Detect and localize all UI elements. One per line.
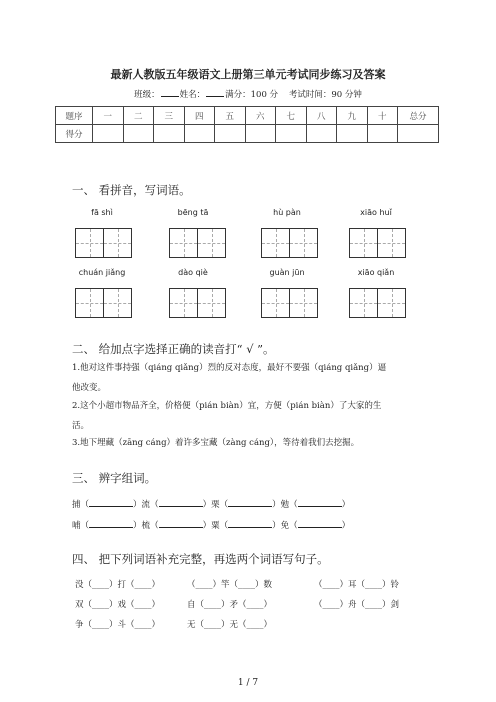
score-header-row: 题序 一 二 三 四 五 六 七 八 九 十 总分 [56,107,439,125]
writing-grid[interactable] [261,288,318,318]
pinyin-4: xiāo huǐ [360,208,392,217]
score-row: 得分 [56,125,439,143]
page-number: 1 / 7 [237,678,259,688]
section4-heading: 四、 把下列词语补充完整，再选两个词语写句子。 [72,552,329,566]
pinyin-2: bēng tā [177,208,209,217]
section2-heading: 二、 给加点字选择正确的读音打“ √ ”。 [72,342,275,356]
word-row: 哺（ ）梳（ ）粟（ ）免（ ） [72,521,351,531]
exam-info: 班级： 姓名： 满分：100 分 考试时间：90 分钟 [134,90,362,100]
writing-grid[interactable] [169,288,226,318]
idiom-7: 争（____）斗（____） [75,620,161,630]
section1-heading: 一、 看拼音，写词语。 [72,183,191,197]
question-line: 活。 [72,421,90,431]
writing-grid[interactable] [75,288,132,318]
idiom-4: 双（____）戏（____） [75,600,161,610]
section3-heading: 三、 辨字组词。 [72,471,157,485]
idiom-5: 自（____）矛（____） [187,600,273,610]
writing-grid[interactable] [169,228,226,258]
writing-grid[interactable] [261,228,318,258]
pinyin-5: chuán jiǎng [78,268,126,277]
pinyin-3: hù pàn [273,208,301,217]
pinyin-1: fā shì [91,208,113,217]
writing-grid[interactable] [349,228,406,258]
question-line: 他改变。 [72,383,107,393]
idiom-6: （____）舟（____）剑 [314,600,400,610]
page-title: 最新人教版五年级语文上册第三单元考试同步练习及答案 [110,68,386,81]
writing-grid[interactable] [75,228,132,258]
pinyin-8: xiāo qiǎn [357,268,395,277]
writing-grid[interactable] [349,288,406,318]
pinyin-7: guàn jūn [269,268,305,277]
question-line: 3.地下埋藏（zāng cáng）着许多宝藏（zàng cáng），等待着我们去挖掘。 [72,438,360,448]
question-line: 2.这个小超市物品齐全，价格便（pián biàn）宜，方便（pián biàn）了大家的生 [72,401,382,411]
score-table [55,106,439,143]
idiom-2: （____）竿（____）数 [187,580,273,590]
idiom-3: （____）耳（____）铃 [314,580,400,590]
pinyin-6: dào qiè [178,268,208,277]
idiom-8: 无（____）无（____） [187,620,273,630]
word-row: 捕（ ）流（ ）栗（ ）勉（ ） [72,500,351,510]
question-line: 1.他对这件事持强（qiáng qiǎng）烈的反对态度，最好不要强（qiáng qiǎng）逼 [72,363,387,373]
idiom-1: 没（____）打（____） [75,580,161,590]
